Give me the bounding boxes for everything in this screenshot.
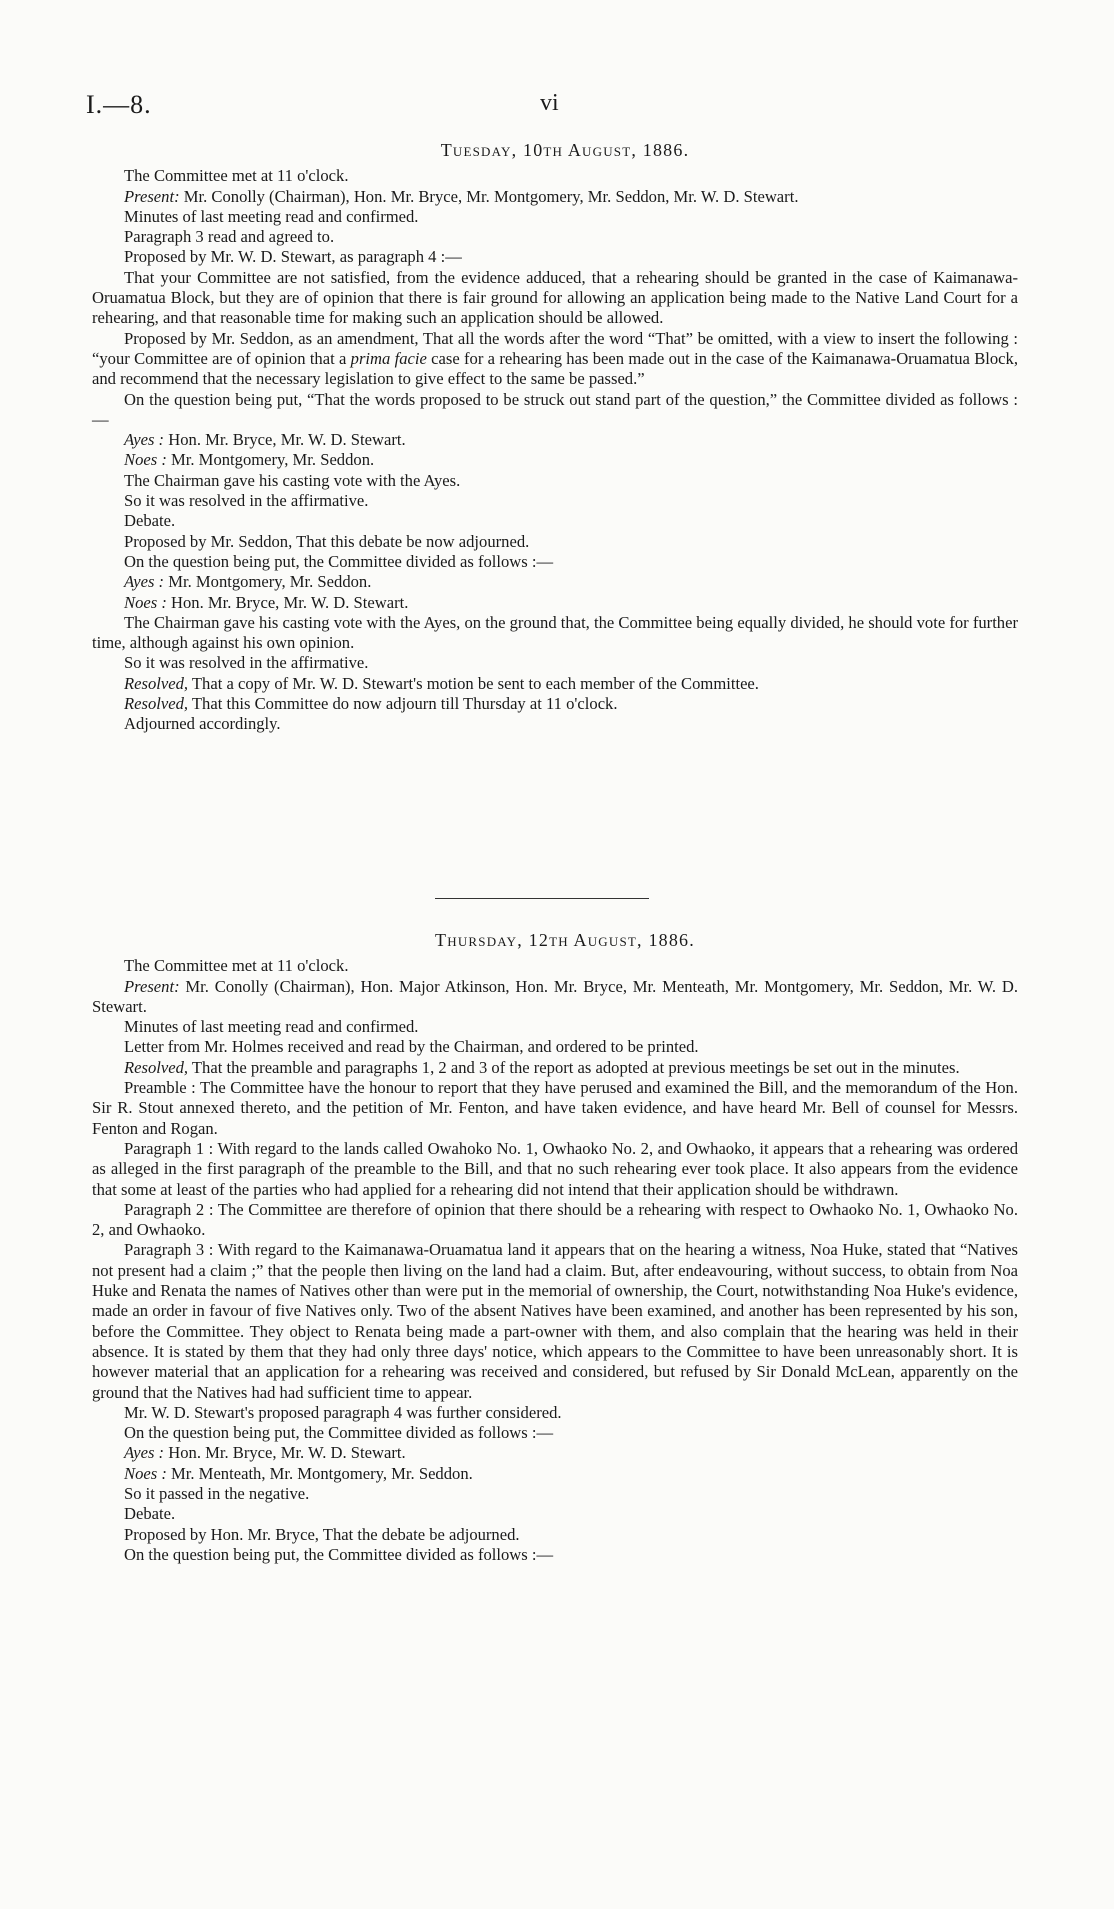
- paragraph: Proposed by Hon. Mr. Bryce, That the debate be adjourned.: [124, 1524, 520, 1544]
- paragraph-ayes: [92, 572, 1018, 592]
- paragraph-preamble: Preamble : The Committee have the honour to report that they have perused and examined the Bill, and the memorandum of the Hon. Sir R. Stout annexed thereto, and the petition of Mr. Fenton, and have taken evidence, and have heard Mr. Bell of counsel for Messrs. Fenton and Rogan.: [92, 1078, 1018, 1138]
- paragraph: So it was resolved in the affirmative.: [124, 653, 369, 673]
- lead-word: Present:: [124, 186, 180, 206]
- paragraph: On the question being put, the Committee divided as follows :—: [124, 1544, 554, 1564]
- paragraph-resolved: [92, 694, 1018, 714]
- paragraph-text: Hon. Mr. Bryce, Mr. W. D. Stewart.: [166, 592, 409, 612]
- lead-word: Ayes :: [124, 572, 165, 592]
- paragraph: Proposed by Mr. Seddon, That this debate be now adjourned.: [124, 531, 530, 551]
- paragraph-ayes: [92, 1443, 1018, 1463]
- lead-word: Resolved,: [124, 694, 189, 714]
- paragraph-text: Mr. Montgomery, Mr. Seddon.: [166, 450, 375, 470]
- paragraph-present: [92, 187, 1018, 207]
- paragraph: Debate.: [124, 1504, 176, 1524]
- paragraph-amendment: [92, 329, 1018, 390]
- lead-word: Ayes :: [124, 430, 165, 450]
- italic-phrase: prima facie: [350, 348, 427, 368]
- section-divider: [435, 898, 649, 899]
- paragraph-text: Mr. Montgomery, Mr. Seddon.: [164, 572, 372, 592]
- meeting-date: Tuesday, 10th August, 1886.: [440, 140, 690, 160]
- meeting-date: Thursday, 12th August, 1886.: [435, 930, 695, 950]
- paragraph-text: That a copy of Mr. W. D. Stewart's motion be sent to each member of the Committee.: [188, 673, 759, 693]
- paragraph-noes: [92, 593, 1018, 613]
- lead-word: Resolved,: [124, 1057, 189, 1077]
- paragraph: On the question being put, the Committee divided as follows :—: [124, 1423, 554, 1443]
- paragraph-ayes: [92, 430, 1018, 450]
- paragraph: The Committee met at 11 o'clock.: [124, 166, 349, 186]
- paragraph-resolved: [92, 674, 1018, 694]
- paper-reference: I.—8.: [86, 90, 152, 119]
- paragraph: Mr. W. D. Stewart's proposed paragraph 4 was further considered.: [124, 1402, 562, 1422]
- minutes-section-thursday: [92, 930, 1018, 1565]
- paragraph: Debate.: [124, 511, 176, 531]
- paragraph-present: [92, 977, 1018, 1018]
- paragraph: Proposed by Mr. W. D. Stewart, as paragraph 4 :—: [124, 247, 462, 267]
- lead-word: Noes :: [124, 592, 167, 612]
- paragraph: Minutes of last meeting read and confirmed.: [124, 206, 419, 226]
- lead-word: Present:: [124, 976, 180, 996]
- paragraph-motion: That your Committee are not satisfied, from the evidence adduced, that a rehearing should be granted in the case of Kaimanawa-Oruamatua Block, but they are of opinion that there is fair ground for allowing an application being made to the Native Land Court for a rehearing, and that reasonable time for making such an application should be allowed.: [92, 267, 1018, 328]
- paragraph-two: Paragraph 2 : The Committee are therefore of opinion that there should be a rehearing with respect to Owhaoko No. 1, Owhaoko No. 2, and Owhaoko.: [92, 1199, 1018, 1240]
- paragraph-text: Mr. Menteath, Mr. Montgomery, Mr. Seddon.: [166, 1463, 473, 1483]
- paragraph-text: Mr. Conolly (Chairman), Hon. Major Atkinson, Hon. Mr. Bryce, Mr. Menteath, Mr. Montgomery, Mr. Seddon, Mr. W. D. Stewart.: [92, 976, 1018, 1016]
- paragraph-text: Proposed by Mr. Seddon, as an amendment, That all the words after the word “That” be omitted, with a view to insert the following : “your Committee are of opinion that a: [92, 328, 1018, 368]
- paragraph: On the question being put, the Committee divided as follows :—: [124, 551, 554, 571]
- paragraph-noes: [92, 1464, 1018, 1484]
- lead-word: Ayes :: [124, 1443, 165, 1463]
- page-number: vi: [540, 90, 559, 116]
- paragraph-one: Paragraph 1 : With regard to the lands called Owahoko No. 1, Owhaoko No. 2, and Owhaoko, it appears that a rehearing was ordered as alleged in the first paragraph of the preamble to the Bill, and that no such rehearing ever took place. It also appears from the evidence that some at least of the parties who had applied for a rehearing did not intend that their application should be withdrawn.: [92, 1138, 1018, 1199]
- paragraph: Adjourned accordingly.: [124, 714, 281, 734]
- paragraph: Letter from Mr. Holmes received and read by the Chairman, and ordered to be printed.: [124, 1037, 699, 1057]
- paragraph: Minutes of last meeting read and confirmed.: [124, 1017, 419, 1037]
- paragraph-three: Paragraph 3 : With regard to the Kaimanawa-Oruamatua land it appears that on the hearing a witness, Noa Huke, stated that “Natives not present had a claim ;” that the people then living on the land had a claim. But, after endeavouring, without success, to obtain from Noa Huke and Renata the names of Natives other than were put in the memorial of ownership, the Court, notwithstanding Noa Huke's evidence, made an order in favour of five Natives only. Two of the absent Natives have been examined, and another has been represented by his son, before the Committee. They object to Renata being made a part-owner with them, and also complain that the hearing was held in their absence. It is stated by them that they had only three days' notice, which appears to the Committee to have been unreasonably short. It is however material that an application for a rehearing was received and considered, but refused by Sir Donald McLean, apparently on the ground that the Natives had had sufficient time to appear.: [92, 1240, 1018, 1402]
- paragraph-noes: [92, 450, 1018, 470]
- paragraph: So it passed in the negative.: [124, 1484, 310, 1504]
- paragraph: On the question being put, “That the words proposed to be struck out stand part of the question,” the Committee divided as follows :—: [92, 389, 1018, 429]
- minutes-section-tuesday: [92, 140, 1018, 735]
- paragraph-text: That this Committee do now adjourn till Thursday at 11 o'clock.: [188, 694, 618, 714]
- paragraph: Paragraph 3 read and agreed to.: [124, 227, 335, 247]
- paragraph-text: Hon. Mr. Bryce, Mr. W. D. Stewart.: [164, 1443, 406, 1463]
- lead-word: Noes :: [124, 1463, 167, 1483]
- paragraph: The Chairman gave his casting vote with the Ayes, on the ground that, the Committee being equally divided, he should vote for further time, although against his own opinion.: [92, 612, 1018, 653]
- paragraph: The Committee met at 11 o'clock.: [124, 956, 349, 976]
- paragraph-text: case for a rehearing has been made out in the case of the Kaimanawa-Oruamatua Block, and recommend that the necessary legislation to give effect to the same be passed.”: [92, 348, 1018, 389]
- lead-word: Noes :: [124, 450, 167, 470]
- paragraph-text: Mr. Conolly (Chairman), Hon. Mr. Bryce, Mr. Montgomery, Mr. Seddon, Mr. W. D. Stewart.: [179, 186, 799, 206]
- paragraph: So it was resolved in the affirmative.: [124, 491, 369, 511]
- paragraph-text: Hon. Mr. Bryce, Mr. W. D. Stewart.: [164, 430, 406, 450]
- paragraph-resolved: [92, 1058, 1018, 1078]
- paragraph-text: That the preamble and paragraphs 1, 2 and 3 of the report as adopted at previous meetings be set out in the minutes.: [188, 1057, 960, 1077]
- lead-word: Resolved,: [124, 673, 189, 693]
- paragraph: The Chairman gave his casting vote with the Ayes.: [124, 470, 461, 490]
